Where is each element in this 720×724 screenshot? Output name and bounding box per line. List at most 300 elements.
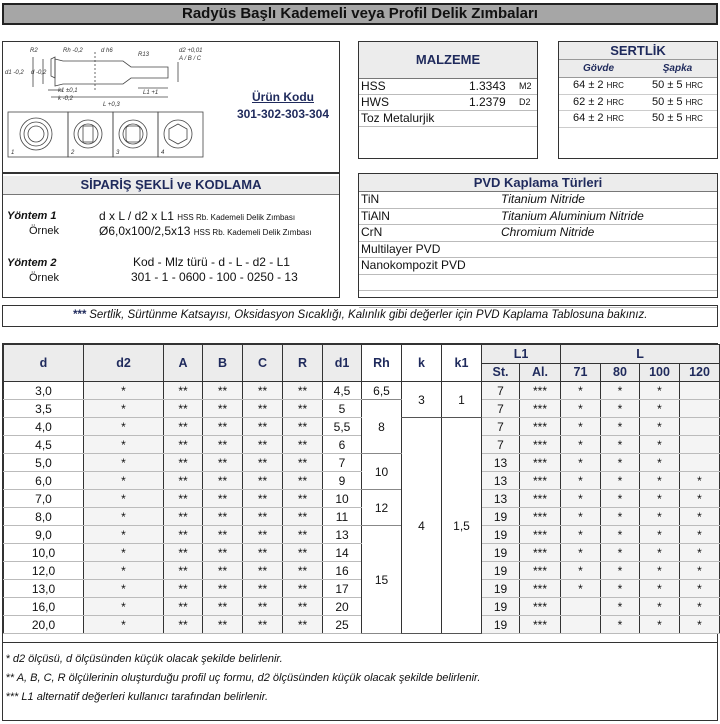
- cell-d2: *: [84, 382, 164, 400]
- method1-suffix: HSS Rb. Kademeli Delik Zımbası: [177, 213, 296, 222]
- cell-l80: *: [601, 490, 640, 508]
- col-L-71: 71: [561, 363, 601, 382]
- svg-text:d1 -0,2: d1 -0,2: [5, 70, 24, 76]
- svg-text:k1 ±0,1: k1 ±0,1: [58, 88, 78, 94]
- cell-l80: *: [601, 598, 640, 616]
- cell-B: **: [203, 526, 243, 544]
- cell-C: **: [243, 616, 283, 634]
- material-row: [359, 95, 537, 111]
- cell-d: 3,0: [4, 382, 84, 400]
- cell-st: 7: [482, 400, 520, 418]
- cell-l71: *: [561, 472, 601, 490]
- hrc-unit: HRC: [606, 97, 624, 107]
- cell-l100: *: [640, 526, 680, 544]
- cell-C: **: [243, 508, 283, 526]
- cell-d: 12,0: [4, 562, 84, 580]
- cell-l80: *: [601, 382, 640, 400]
- cell-d1: 25: [323, 616, 362, 634]
- cell-C: **: [243, 562, 283, 580]
- cell-l100: *: [640, 418, 680, 436]
- cell-C: **: [243, 580, 283, 598]
- cell-B: **: [203, 382, 243, 400]
- col-L-100: 100: [640, 363, 680, 382]
- cell-A: **: [164, 508, 203, 526]
- svg-text:4: 4: [161, 150, 165, 156]
- page-title: Radyüs Başlı Kademeli veya Profil Delik Zımbaları: [2, 3, 718, 25]
- cell-st: 19: [482, 526, 520, 544]
- pvd-code: CrN: [361, 225, 383, 239]
- cell-d1: 9: [323, 472, 362, 490]
- cell-al: ***: [520, 454, 561, 472]
- cell-d: 3,5: [4, 400, 84, 418]
- pvd-code: Nanokompozit PVD: [361, 258, 466, 272]
- footnotes: [2, 642, 718, 720]
- cell-st: 7: [482, 382, 520, 400]
- hardness-head-value: 50 ± 5: [652, 95, 683, 108]
- cell-l100: *: [640, 436, 680, 454]
- cell-al: ***: [520, 508, 561, 526]
- pvd-header: PVD Kaplama Türleri: [359, 174, 717, 192]
- cell-l71: *: [561, 382, 601, 400]
- product-code-label: Ürün Kodu: [252, 90, 314, 104]
- pvd-row: [359, 209, 717, 226]
- example1-value-text: Ø6,0x100/2,5x13: [99, 224, 191, 238]
- cell-l71: [561, 616, 601, 634]
- cell-k1: 1: [442, 382, 482, 418]
- cell-C: **: [243, 598, 283, 616]
- punch-technical-drawing: [3, 42, 223, 170]
- hrc-unit: HRC: [606, 81, 624, 90]
- cell-R: **: [283, 508, 323, 526]
- cell-d2: *: [84, 490, 164, 508]
- col-R: R: [283, 345, 323, 382]
- hrc-unit: HRC: [685, 97, 703, 107]
- cell-l100: *: [640, 598, 680, 616]
- method1-label: Yöntem 1: [7, 210, 57, 222]
- col-L-120: 120: [680, 363, 720, 382]
- cell-st: 13: [482, 472, 520, 490]
- cell-Rh: 6,5: [362, 382, 402, 400]
- cell-d2: *: [84, 526, 164, 544]
- cell-al: ***: [520, 382, 561, 400]
- cell-l100: *: [640, 544, 680, 562]
- material-number: 1.2379: [469, 95, 506, 109]
- pvd-row: [359, 242, 717, 259]
- ordering-panel: [2, 173, 340, 298]
- pvd-row-empty: [359, 275, 717, 292]
- cell-d1: 6: [323, 436, 362, 454]
- cell-d2: *: [84, 580, 164, 598]
- cell-A: **: [164, 598, 203, 616]
- cell-l120: *: [680, 616, 720, 634]
- cell-st: 13: [482, 454, 520, 472]
- cell-l71: *: [561, 454, 601, 472]
- svg-text:d h6: d h6: [101, 48, 113, 54]
- material-panel: [358, 41, 538, 159]
- cell-l80: *: [601, 526, 640, 544]
- cell-B: **: [203, 490, 243, 508]
- cell-l80: *: [601, 544, 640, 562]
- cell-R: **: [283, 526, 323, 544]
- col-d: d: [4, 345, 84, 382]
- note-text: Sertlik, Sürtünme Katsayısı, Oksidasyon Sıcaklığı, Kalınlık gibi değerler için PVD Kaplama Tablosuna bakınız.: [89, 309, 648, 321]
- cell-Rh: 12: [362, 490, 402, 526]
- cell-A: **: [164, 580, 203, 598]
- cell-k: 3: [402, 382, 442, 418]
- note-stars: ***: [72, 309, 86, 321]
- cell-B: **: [203, 508, 243, 526]
- cell-al: ***: [520, 436, 561, 454]
- svg-text:2: 2: [71, 150, 75, 156]
- svg-text:R13: R13: [138, 52, 150, 58]
- cell-d1: 5: [323, 400, 362, 418]
- cell-l120: *: [680, 490, 720, 508]
- cell-R: **: [283, 436, 323, 454]
- svg-text:k -0,2: k -0,2: [58, 96, 74, 102]
- cell-A: **: [164, 616, 203, 634]
- cell-l100: *: [640, 400, 680, 418]
- hardness-col-head: Şapka: [662, 63, 693, 74]
- cell-al: ***: [520, 400, 561, 418]
- cell-d1: 14: [323, 544, 362, 562]
- cell-Rh: 15: [362, 526, 402, 634]
- cell-B: **: [203, 598, 243, 616]
- cell-d1: 7: [323, 454, 362, 472]
- cell-R: **: [283, 454, 323, 472]
- hardness-body-value: 64 ± 2: [573, 79, 604, 91]
- cell-Rh: 10: [362, 454, 402, 490]
- cell-d: 6,0: [4, 472, 84, 490]
- cell-C: **: [243, 418, 283, 436]
- hardness-head-value: 50 ± 5: [652, 112, 683, 124]
- cell-l100: *: [640, 562, 680, 580]
- table-row: [4, 490, 720, 508]
- cell-l100: *: [640, 508, 680, 526]
- cell-al: ***: [520, 616, 561, 634]
- material-grade: D2: [519, 97, 531, 107]
- cell-d: 7,0: [4, 490, 84, 508]
- cell-R: **: [283, 562, 323, 580]
- col-A: A: [164, 345, 203, 382]
- cell-d1: 20: [323, 598, 362, 616]
- hrc-unit: HRC: [685, 114, 703, 123]
- method2-formula: Kod - Mlz türü - d - L - d2 - L1: [133, 255, 290, 269]
- cell-l120: [680, 436, 720, 454]
- cell-k: 4: [402, 418, 442, 634]
- cell-d: 13,0: [4, 580, 84, 598]
- cell-l120: *: [680, 472, 720, 490]
- cell-al: ***: [520, 562, 561, 580]
- table-row: [4, 382, 720, 400]
- method1-formula-text: d x L / d2 x L1: [99, 209, 174, 223]
- col-C: C: [243, 345, 283, 382]
- cell-l100: *: [640, 616, 680, 634]
- cell-R: **: [283, 472, 323, 490]
- cell-A: **: [164, 490, 203, 508]
- dimensions-table-body: [4, 382, 720, 634]
- material-number: 1.3343: [469, 79, 506, 93]
- cell-l71: *: [561, 436, 601, 454]
- svg-text:R2: R2: [30, 48, 38, 54]
- cell-l120: *: [680, 508, 720, 526]
- footnote-1: * d2 ölçüsü, d ölçüsünden küçük olacak şekilde belirlenir.: [5, 653, 283, 665]
- cell-A: **: [164, 472, 203, 490]
- hardness-col-body: Gövde: [582, 63, 615, 74]
- cell-d: 10,0: [4, 544, 84, 562]
- cell-B: **: [203, 616, 243, 634]
- cell-d: 8,0: [4, 508, 84, 526]
- col-k1: k1: [442, 345, 482, 382]
- cell-d1: 11: [323, 508, 362, 526]
- col-d2: d2: [84, 345, 164, 382]
- cell-l71: *: [561, 508, 601, 526]
- hardness-panel: [558, 41, 718, 159]
- material-row: [359, 111, 537, 127]
- cell-A: **: [164, 436, 203, 454]
- material-row: [359, 79, 537, 95]
- pvd-row: [359, 225, 717, 242]
- cell-C: **: [243, 472, 283, 490]
- cell-st: 19: [482, 616, 520, 634]
- cell-k1: 1,5: [442, 418, 482, 634]
- cell-B: **: [203, 580, 243, 598]
- cell-l100: *: [640, 472, 680, 490]
- cell-d: 9,0: [4, 526, 84, 544]
- cell-l80: *: [601, 400, 640, 418]
- footnote-2: ** A, B, C, R ölçülerinin oluşturduğu profil uç formu, d2 ölçüsünden küçük olacak şekilde belirlenir.: [5, 672, 481, 684]
- cell-st: 19: [482, 544, 520, 562]
- footnote-3: *** L1 alternatif değerleri kullanıcı tarafından belirlenir.: [5, 691, 269, 703]
- cell-d2: *: [84, 562, 164, 580]
- cell-l71: *: [561, 544, 601, 562]
- cell-R: **: [283, 598, 323, 616]
- cell-d1: 16: [323, 562, 362, 580]
- hardness-body-value: 64 ± 2: [573, 112, 604, 124]
- cell-C: **: [243, 382, 283, 400]
- cell-st: 19: [482, 580, 520, 598]
- cell-d: 20,0: [4, 616, 84, 634]
- cell-l71: [561, 598, 601, 616]
- pvd-row: [359, 192, 717, 209]
- pvd-code: TiAlN: [361, 208, 390, 223]
- cell-l71: *: [561, 580, 601, 598]
- cell-l120: [680, 418, 720, 436]
- cell-d2: *: [84, 472, 164, 490]
- method2-label: Yöntem 2: [7, 257, 57, 269]
- cell-d2: *: [84, 616, 164, 634]
- cell-A: **: [164, 400, 203, 418]
- cell-C: **: [243, 454, 283, 472]
- cell-Rh: 8: [362, 400, 402, 454]
- cell-d: 16,0: [4, 598, 84, 616]
- cell-C: **: [243, 400, 283, 418]
- cell-l80: *: [601, 472, 640, 490]
- cell-l80: *: [601, 580, 640, 598]
- cell-l71: *: [561, 526, 601, 544]
- cell-d2: *: [84, 454, 164, 472]
- cell-l120: *: [680, 562, 720, 580]
- pvd-row: [359, 258, 717, 275]
- hardness-head-value: 50 ± 5: [652, 79, 683, 91]
- pvd-code: Multilayer PVD: [361, 241, 441, 256]
- cell-R: **: [283, 490, 323, 508]
- cell-A: **: [164, 526, 203, 544]
- cell-l71: *: [561, 400, 601, 418]
- cell-l120: *: [680, 580, 720, 598]
- example1-suffix: HSS Rb. Kademeli Delik Zımbası: [193, 228, 312, 237]
- col-L-group: L: [561, 345, 720, 364]
- cell-al: ***: [520, 580, 561, 598]
- example2-label: Örnek: [29, 272, 59, 284]
- table-row: [4, 454, 720, 472]
- svg-text:d -0,2: d -0,2: [31, 70, 47, 76]
- pvd-note: [2, 305, 718, 327]
- col-B: B: [203, 345, 243, 382]
- hrc-unit: HRC: [685, 81, 703, 90]
- pvd-code: TiN: [361, 192, 380, 206]
- svg-text:3: 3: [116, 150, 120, 156]
- hrc-unit: HRC: [606, 114, 624, 123]
- dimensions-table-panel: [2, 343, 718, 721]
- cell-l71: *: [561, 418, 601, 436]
- cell-d2: *: [84, 400, 164, 418]
- material-name: Toz Metalurjik: [361, 111, 435, 125]
- cell-l100: *: [640, 454, 680, 472]
- material-name: HSS: [361, 79, 386, 93]
- cell-R: **: [283, 382, 323, 400]
- cell-R: **: [283, 544, 323, 562]
- ordering-header: SİPARİŞ ŞEKLİ ve KODLAMA: [3, 176, 339, 195]
- example1-label: Örnek: [29, 225, 59, 237]
- cell-st: 19: [482, 508, 520, 526]
- cell-d1: 13: [323, 526, 362, 544]
- cell-al: ***: [520, 598, 561, 616]
- cell-B: **: [203, 562, 243, 580]
- col-L1-al: Al.: [520, 363, 561, 382]
- col-k: k: [402, 345, 442, 382]
- hardness-body-value: 62 ± 2: [573, 95, 604, 108]
- cell-B: **: [203, 544, 243, 562]
- cell-A: **: [164, 562, 203, 580]
- cell-R: **: [283, 616, 323, 634]
- cell-C: **: [243, 436, 283, 454]
- cell-st: 19: [482, 562, 520, 580]
- cell-l80: *: [601, 418, 640, 436]
- col-d1: d1: [323, 345, 362, 382]
- cell-l120: *: [680, 544, 720, 562]
- cell-C: **: [243, 544, 283, 562]
- cell-R: **: [283, 400, 323, 418]
- pvd-coatings-panel: [358, 173, 718, 298]
- dimensions-table: [3, 344, 720, 634]
- cell-d2: *: [84, 508, 164, 526]
- pvd-name: Titanium Nitride: [501, 192, 585, 206]
- svg-text:L1 +1: L1 +1: [143, 90, 159, 96]
- method1-formula: [99, 209, 295, 223]
- cell-l100: *: [640, 490, 680, 508]
- hardness-header: SERTLİK: [559, 42, 717, 60]
- cell-d: 4,0: [4, 418, 84, 436]
- col-L1-group: L1: [482, 345, 561, 364]
- pvd-name: Titanium Aluminium Nitride: [501, 208, 644, 223]
- cell-st: 13: [482, 490, 520, 508]
- cell-d: 4,5: [4, 436, 84, 454]
- cell-A: **: [164, 418, 203, 436]
- material-header: MALZEME: [359, 42, 537, 79]
- cell-C: **: [243, 490, 283, 508]
- example1-value: [99, 224, 312, 238]
- col-Rh: Rh: [362, 345, 402, 382]
- cell-R: **: [283, 418, 323, 436]
- svg-text:1: 1: [11, 150, 15, 156]
- cell-d1: 4,5: [323, 382, 362, 400]
- cell-l80: *: [601, 616, 640, 634]
- cell-st: 7: [482, 436, 520, 454]
- material-name: HWS: [361, 95, 389, 109]
- cell-l71: *: [561, 490, 601, 508]
- cell-l80: *: [601, 454, 640, 472]
- hardness-row: [559, 78, 717, 95]
- cell-d1: 17: [323, 580, 362, 598]
- svg-text:d2 +0,01: d2 +0,01: [179, 48, 203, 54]
- col-L1-st: St.: [482, 363, 520, 382]
- table-row: [4, 526, 720, 544]
- cell-C: **: [243, 526, 283, 544]
- cell-l120: *: [680, 598, 720, 616]
- example2-value: 301 - 1 - 0600 - 100 - 0250 - 13: [131, 270, 298, 284]
- cell-d2: *: [84, 598, 164, 616]
- cell-B: **: [203, 472, 243, 490]
- cell-l120: [680, 382, 720, 400]
- cell-al: ***: [520, 418, 561, 436]
- pvd-name: Chromium Nitride: [501, 225, 595, 239]
- cell-st: 19: [482, 598, 520, 616]
- cell-l80: *: [601, 508, 640, 526]
- cell-l100: *: [640, 580, 680, 598]
- material-grade: M2: [519, 81, 532, 91]
- hardness-row: [559, 95, 717, 112]
- cell-l100: *: [640, 382, 680, 400]
- cell-al: ***: [520, 544, 561, 562]
- col-L-80: 80: [601, 363, 640, 382]
- cell-A: **: [164, 454, 203, 472]
- cell-B: **: [203, 436, 243, 454]
- cell-A: **: [164, 382, 203, 400]
- cell-B: **: [203, 454, 243, 472]
- cell-l120: [680, 454, 720, 472]
- cell-R: **: [283, 580, 323, 598]
- hardness-row: [559, 111, 717, 128]
- cell-d2: *: [84, 418, 164, 436]
- svg-text:Rh -0,2: Rh -0,2: [63, 48, 83, 54]
- cell-A: **: [164, 544, 203, 562]
- cell-al: ***: [520, 526, 561, 544]
- cell-d2: *: [84, 436, 164, 454]
- cell-d1: 5,5: [323, 418, 362, 436]
- cell-B: **: [203, 400, 243, 418]
- cell-al: ***: [520, 472, 561, 490]
- hardness-subheader: [559, 60, 717, 78]
- svg-text:L +0,3: L +0,3: [103, 102, 120, 108]
- cell-st: 7: [482, 418, 520, 436]
- product-code-block: [228, 90, 338, 121]
- cell-d1: 10: [323, 490, 362, 508]
- cell-B: **: [203, 418, 243, 436]
- cell-l71: *: [561, 562, 601, 580]
- cell-l80: *: [601, 436, 640, 454]
- cell-al: ***: [520, 490, 561, 508]
- cell-l120: [680, 400, 720, 418]
